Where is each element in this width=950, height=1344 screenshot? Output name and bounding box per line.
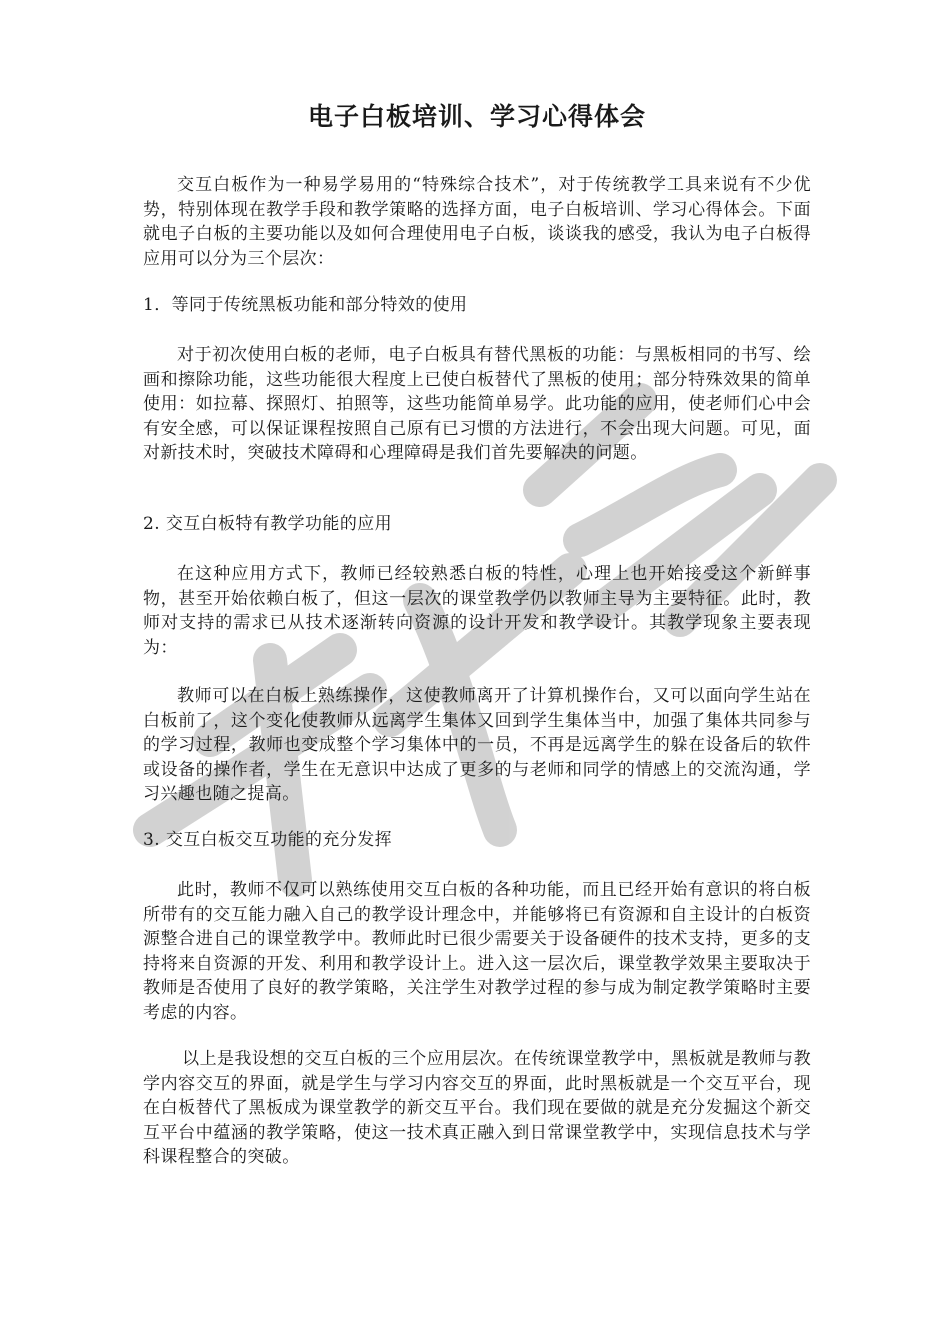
section-1-heading: 1．等同于传统黑板功能和部分特效的使用 (143, 295, 468, 315)
section-2-heading: 2. 交互白板特有教学功能的应用 (143, 514, 393, 534)
section-1-paragraph: 对于初次使用白板的老师，电子白板具有替代黑板的功能：与黑板相同的书写、绘画和擦除功能，这些功能很大程度上已使白板替代了黑板的使用；部分特殊效果的简单使用：如拉幕、探照灯、拍照等，这些功能简单易学。此功能的应用，使老师们心中会有安全感，可以保证课程按照自己原有已习惯的方法进行，不会出现大问题。可见，面对新技术时，突破技术障碍和心理障碍是我们首先要解决的问题。 (143, 345, 811, 463)
conclusion-paragraph: 以上是我设想的交互白板的三个应用层次。在传统课堂教学中，黑板就是教师与教学内容交互的界面，就是学生与学习内容交互的界面，此时黑板就是一个交互平台，现在白板替代了黑板成为课堂教学的新交互平台。我们现在要做的就是充分发掘这个新交互平台中蕴涵的教学策略，使这一技术真正融入到日常课堂教学中，实现信息技术与学科课程整合的突破。 (143, 1049, 811, 1167)
intro-paragraph: 交互白板作为一种易学易用的“特殊综合技术”，对于传统教学工具来说有不少优势，特别体现在教学手段和教学策略的选择方面，电子白板培训、学习心得体会。下面就电子白板的主要功能以及如何合理使用电子白板，谈谈我的感受，我认为电子白板得应用可以分为三个层次： (143, 175, 811, 269)
section-3-paragraph: 此时，教师不仅可以熟练使用交互白板的各种功能，而且已经开始有意识的将白板所带有的交互能力融入自己的教学设计理念中，并能够将已有资源和自主设计的白板资源整合进自己的课堂教学中。教师此时已很少需要关于设备硬件的技术支持，更多的支持将来自资源的开发、利用和教学设计上。进入这一层次后，课堂教学效果主要取决于教师是否使用了良好的教学策略，关注学生对教学过程的参与成为制定教学策略时主要考虑的内容。 (143, 880, 811, 1023)
section-2-paragraph-1: 在这种应用方式下，教师已经较熟悉白板的特性，心理上也开始接受这个新鲜事物，甚至开始依赖白板了，但这一层次的课堂教学仍以教师主导为主要特征。此时，教师对支持的需求已从技术逐渐转向资源的设计开发和教学设计。其教学现象主要表现为： (143, 564, 811, 658)
document-title: 电子白板培训、学习心得体会 (307, 102, 646, 131)
section-3-heading: 3. 交互白板交互功能的充分发挥 (143, 830, 393, 850)
section-2-paragraph-2: 教师可以在白板上熟练操作，这使教师离开了计算机操作台，又可以面向学生站在白板前了，这个变化使教师从远离学生集体又回到学生集体当中，加强了集体共同参与的学习过程，教师也变成整个学习集体中的一员，不再是远离学生的躲在设备后的软件或设备的操作者，学生在无意识中达成了更多的与老师和同学的情感上的交流沟通，学习兴趣也随之提高。 (143, 686, 811, 804)
